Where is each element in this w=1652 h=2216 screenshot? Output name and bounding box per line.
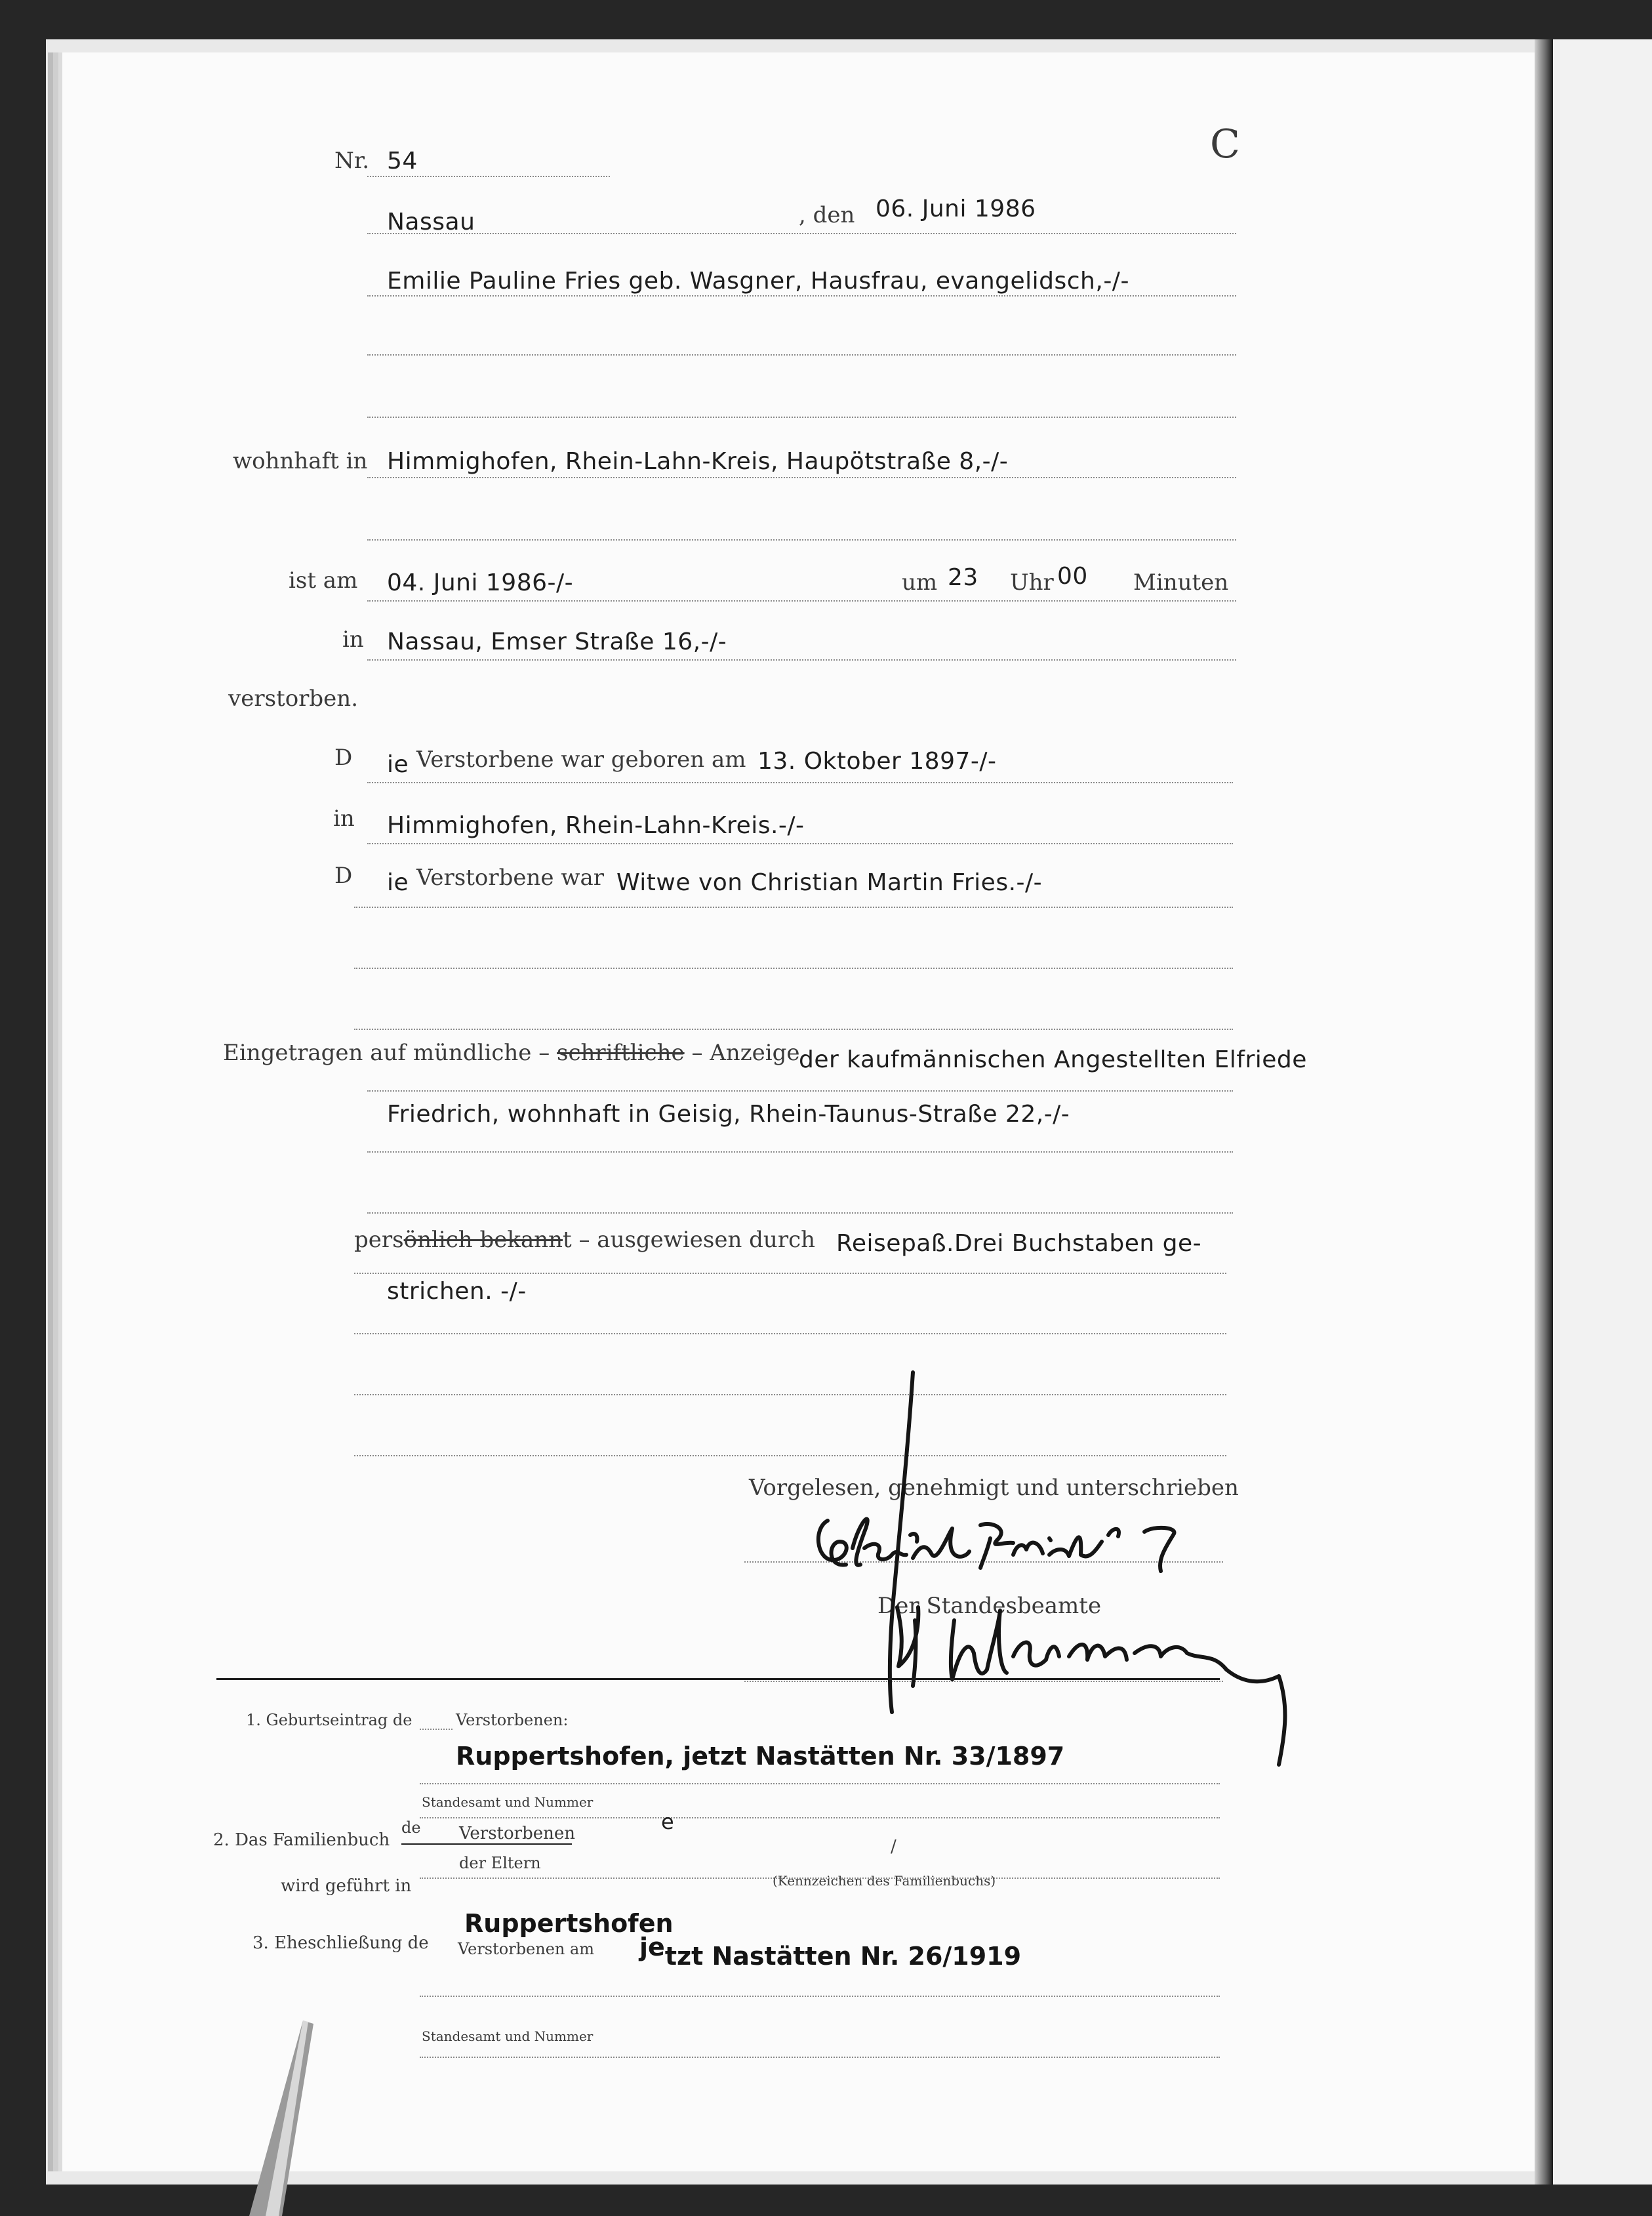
footer-item3-label: 3. Eheschließung de (252, 1933, 429, 1953)
nr-value: 54 (387, 148, 418, 174)
ist-am-label: ist am (289, 567, 358, 594)
footer-item2-label: 2. Das Familienbuch (213, 1830, 390, 1850)
status-d: D (334, 863, 353, 889)
footer-item1-label: 1. Geburtseintrag de (246, 1711, 413, 1729)
pers-text: pers (354, 1227, 404, 1253)
uhr-label: Uhr (1010, 569, 1054, 596)
footer-item3-mid: Verstorbenen am (458, 1940, 595, 1958)
informant-line2: Friedrich, wohnhaft in Geisig, Rhein-Taunus-Straße 22,-/- (387, 1101, 1070, 1128)
footer-kennzeichen-label: (Kennzeichen des Familienbuchs) (773, 1873, 996, 1889)
standesbeamte-label: Der Standesbeamte (877, 1593, 1102, 1619)
vorgelesen-text: Vorgelesen, genehmigt und unterschrieben (749, 1475, 1239, 1501)
birth-d: D (334, 745, 353, 771)
id-document: Reisepaß.Drei Buchstaben ge- (836, 1230, 1202, 1257)
footer-standesamt-label2: Standesamt und Nummer (422, 2028, 594, 2044)
header-place: Nassau (387, 209, 475, 236)
footer-birth-entry: Ruppertshofen, jetzt Nastätten Nr. 33/1897 (456, 1742, 1065, 1771)
footer-item2-de: de (401, 1818, 421, 1837)
footer-item2-slash: / (891, 1837, 897, 1857)
verstorben-label: verstorben. (228, 686, 359, 712)
birth-place: Himmighofen, Rhein-Lahn-Kreis.-/- (387, 812, 805, 839)
death-minutes: 00 (1057, 563, 1088, 590)
footer-standesamt-label: Standesamt und Nummer (422, 1794, 594, 1810)
footer-marriage-superscript: je (639, 1933, 665, 1961)
schriftliche-struck: schriftliche (557, 1040, 685, 1066)
eingetragen-text: Eingetragen auf mündliche – (223, 1040, 550, 1066)
bekannt-struck: önlich bekann (403, 1227, 563, 1253)
birth-date: 13. Oktober 1897-/- (757, 748, 997, 775)
footer-marriage-register-text: tzt Nastätten Nr. 26/1919 (664, 1942, 1022, 1971)
residence-value: Himmighofen, Rhein-Lahn-Kreis, Haupötstraße 8,-/- (387, 448, 1009, 475)
birth-label: Verstorbene war geboren am (416, 747, 746, 773)
header-date: 06. Juni 1986 (876, 195, 1036, 222)
corner-letter: C (1210, 121, 1240, 167)
footer-item2-verstorbenen: Verstorbenen (459, 1824, 575, 1843)
death-hour: 23 (948, 564, 978, 591)
anzeige-text: – Anzeige (691, 1040, 800, 1066)
footer-item1-suffix: Verstorbenen: (456, 1711, 569, 1729)
birth-in-label: in (333, 806, 355, 832)
deceased-name: Emilie Pauline Fries geb. Wasgner, Hausfrau, evangelidsch,-/- (387, 268, 1129, 295)
footer-marriage-place: Ruppertshofen (464, 1909, 674, 1938)
informant-line1: der kaufmännischen Angestellten Elfriede (799, 1046, 1307, 1073)
footer-item2-e: e (661, 1809, 675, 1834)
id-document2: strichen. -/- (387, 1278, 527, 1305)
death-date: 04. Juni 1986-/- (387, 569, 574, 596)
death-in-label: in (342, 626, 364, 653)
death-place: Nassau, Emser Straße 16,-/- (387, 628, 727, 655)
residence-label: wohnhaft in (233, 448, 368, 474)
pen-highlight (266, 2021, 308, 2216)
status-ie: ie (387, 869, 409, 896)
status-value: Witwe von Christian Martin Fries.-/- (616, 869, 1043, 896)
minuten-label: Minuten (1133, 569, 1229, 596)
footer-item2-eltern: der Eltern (459, 1854, 541, 1872)
um-label: um (902, 569, 938, 596)
nr-label: Nr. (334, 148, 370, 174)
footer-item2-wird: wird geführt in (281, 1876, 412, 1896)
status-label: Verstorbene war (416, 865, 604, 891)
ausgewiesen-text: t – ausgewiesen durch (563, 1227, 816, 1253)
birth-ie: ie (387, 751, 409, 778)
den-label: , den (799, 202, 855, 228)
